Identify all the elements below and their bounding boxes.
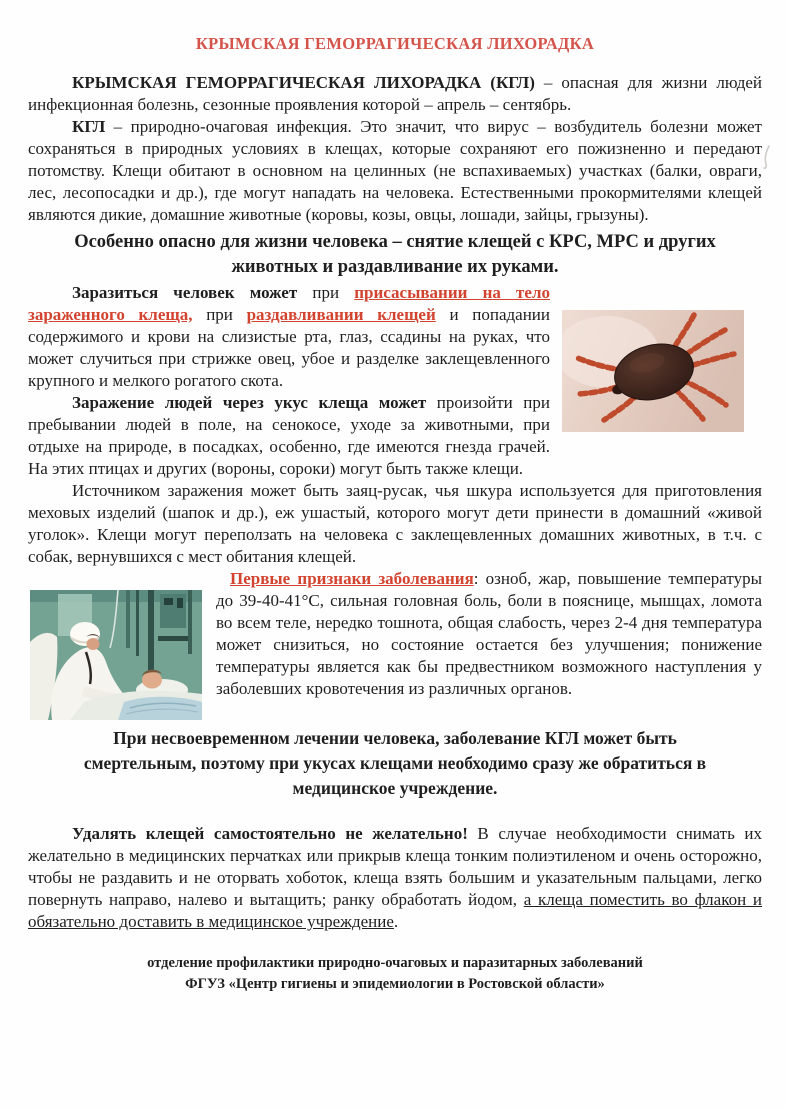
p3-red-phrase-2: раздавливании клещей [246,305,436,324]
p3-text-3: и попадании содержимого и крови на слизистые рта, глаз, ссадины на руках, что может случиться при стрижке овец, убое и разделке заклещевленного крупного и мелкого рогатого скота. [28,305,550,390]
footer-organization-line: ФГУЗ «Центр гигиены и эпидемиологии в Ростовской области» [185,976,605,992]
p7-text-1: В случае необходимости снимать их желательно в медицинских перчатках или прикрыв клеща тонким полиэтиленом и очень осторожно, чтобы не раздавить и не оторвать хоботок, клеща взять большим и указательным пальцами, легко повернуть направо, налево и вытащить; ранку обработать йодом, [28,824,762,909]
tick-photo-image [562,310,744,432]
paragraph-tick-removal [28,823,762,933]
warning-heading-treatment: При несвоевременном лечении человека, заболевание КГЛ может быть смертельным, поэтому при укусах клещами необходимо сразу же обратиться в медицинское учреждение. [83,728,707,798]
paragraph-infection-sources: Источником заражения может быть заяц-русак, чья шкура используется для приготовления меховых изделий (шапок и др.), еж ушастый, которого могут дети принести в домашний «живой уголок». Клещи могут переползать на человека с заклещевленных домашних животных, в т.ч. с собак, вернувшихся с мест обитания клещей. [28,481,762,566]
p7-text-2: . [393,912,399,931]
p3-lead-bold: Заразиться человек может [72,283,298,302]
tick-photo [562,310,744,432]
p6-red-phrase: Первые признаки заболевания [230,569,474,588]
paragraph-infection-ways [28,282,762,392]
p2-text: – природно-очаговая инфекция. Это значит, что вирус – возбудитель болезни может сохраняться в природных условиях в клещах, которые сохраняют его пожизненно и передают потомству. Клещи обитают в основном на целинных (не вспахиваемых) участках (балки, овраги, лес, лесопосадки и др.), где могут нападать на человека. Естественными прокормителями клещей являются дикие, домашние животные (коровы, козы, овцы, лошади, зайцы, грызуны). [28,117,762,224]
p3-text-2: при [192,305,247,324]
p6-text: : озноб, жар, повышение температуры до 39-40-41°С, сильная головная боль, боли в пояснице, мышцах, ломота во всем теле, нередко тошнота, общая слабость, через 2-4 дня температура может снизиться, но состояние остается без улучшения; понижение температуры является как бы предвестником возможного наступления у заболевших кровотечения из различных органов. [216,569,762,698]
paragraph-natural-focus [28,116,762,226]
document-title: КРЫМСКАЯ ГЕМОРРАГИЧЕСКАЯ ЛИХОРАДКА [195,34,595,53]
p2-lead-bold: КГЛ [72,117,106,136]
p4-lead-bold: Заражение людей через укус клеща может [72,393,427,412]
hospital-photo-image [30,590,202,720]
p4-text: произойти при пребывании людей в поле, на сенокосе, уходе за животными, при отдыхе на природе, в посадках, особенно, где имеются гнезда грачей. На этих птицах и других (вороны, сороки) могут быть также клещи. [28,393,550,478]
footer-department-line: отделение профилактики природно-очаговых и паразитарных заболеваний [147,955,643,971]
warning-heading-cattle: Особенно опасно для жизни человека – снятие клещей с КРС, МРС и других животных и раздавливание их руками. [74,232,716,277]
p1-text: – опасная для жизни людей инфекционная болезнь, сезонные проявления которой – апрель – сентябрь. [28,73,762,114]
p7-lead-bold: Удалять клещей самостоятельно не желательно! [72,824,468,843]
p1-lead-bold: КРЫМСКАЯ ГЕМОРРАГИЧЕСКАЯ ЛИХОРАДКА (КГЛ) [72,73,535,92]
paragraph-definition [28,72,762,116]
hospital-photo [30,590,202,720]
paragraph-first-symptoms [28,568,762,700]
footer [28,953,762,995]
p3-text-1: при [297,283,355,302]
scan-artifact-icon [760,144,774,170]
p7-underlined-phrase: а клеща поместить во флакон и обязательно доставить в медицинское учреждение [28,890,762,931]
scan-artifact-mark [760,144,774,170]
p3-red-phrase-1: присасывании на тело зараженного клеща, [28,283,550,324]
